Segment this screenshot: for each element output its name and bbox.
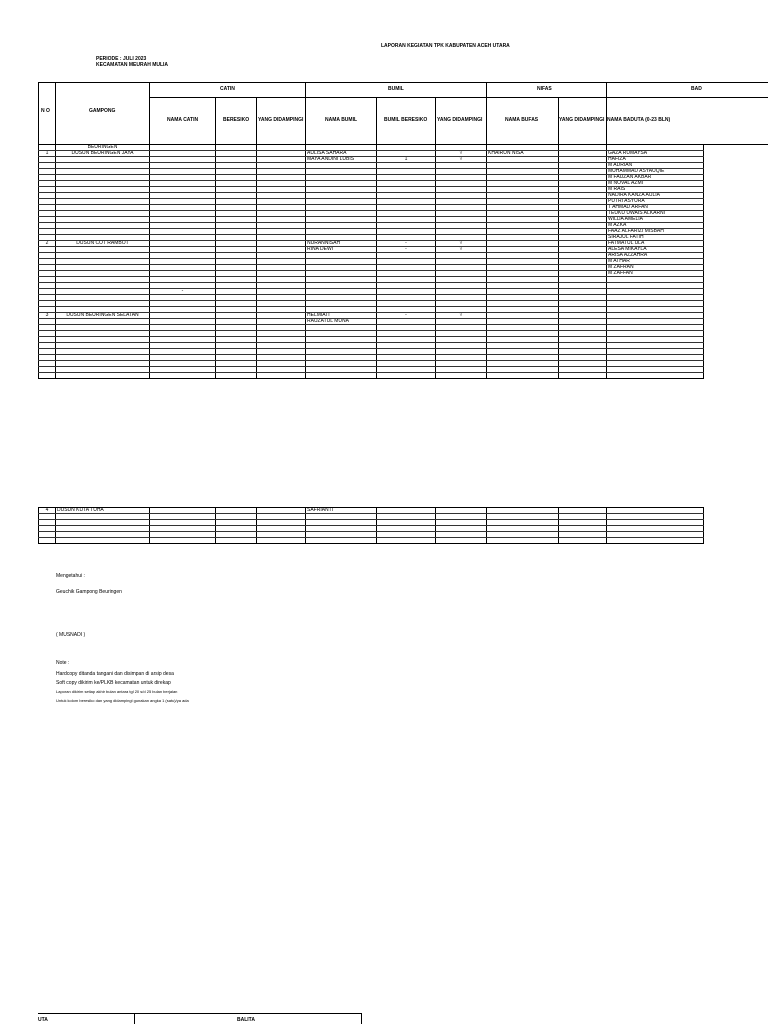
table-cell: MUHAMMAD ASYAUQIE — [607, 169, 704, 175]
table-row — [39, 538, 704, 544]
header-col-line — [435, 97, 436, 145]
table-cell: DUSUN KUTA TUHA — [56, 508, 150, 514]
table-cell — [377, 538, 436, 544]
table-cell — [436, 538, 487, 544]
table-cell — [306, 373, 377, 379]
table-cell: AULISA SAHARA — [306, 151, 377, 157]
table-row — [39, 373, 704, 379]
footer-balita: BALITA — [237, 1017, 255, 1023]
header-group-catin: CATIN — [220, 86, 235, 92]
signature-geuchik: Geuchik Gampong Beuringen — [56, 589, 122, 595]
notes-line-3: Laporan dikirim setiap akhir bulan antara tgl 20 s/d 25 bulan berjalan — [56, 689, 178, 694]
table-cell: - — [377, 247, 436, 253]
report-title: LAPORAN KEGIATAN TPK KABUPATEN ACEH UTARA — [381, 43, 510, 49]
header-yang-didampingi-bumil: YANG DIDAMPINGI — [437, 117, 483, 123]
table-cell — [487, 373, 559, 379]
header-nama-bumil: NAMA BUMIL — [325, 117, 358, 123]
table-cell — [559, 538, 607, 544]
table-cell: NADIRA KANZA AULIA — [607, 193, 704, 199]
header-col-line — [149, 82, 150, 145]
table-cell: 4 — [39, 508, 56, 514]
table-cell: WILDA AMELIA — [607, 217, 704, 223]
table-cell: √ — [436, 151, 487, 157]
table-cell: ARISA AZZAHRA — [607, 253, 704, 259]
table-cell — [306, 538, 377, 544]
table-cell: M ATHAR — [607, 259, 704, 265]
table-cell: M ADRIAN — [607, 163, 704, 169]
signature-mengetahui: Mengetahui : — [56, 573, 85, 579]
table-cell — [607, 538, 704, 544]
footer-col-line — [134, 1013, 135, 1024]
footer-top-line — [38, 1013, 361, 1014]
table-cell — [377, 373, 436, 379]
table-cell: M RAIS — [607, 187, 704, 193]
table-cell: DUSUN COT RAMBOT — [56, 241, 150, 247]
table-cell: HAFIZA — [607, 157, 704, 163]
table-cell — [216, 373, 257, 379]
header-col-line — [256, 97, 257, 145]
table-cell: M ZAFRAN — [607, 265, 704, 271]
report-table-kuta-tuha — [38, 507, 704, 544]
header-no: N O — [41, 108, 50, 114]
notes-label: Note : — [56, 660, 70, 666]
table-cell: - — [377, 241, 436, 247]
header-yang-didampingi-catin: YANG DIDAMPINGI — [258, 117, 304, 123]
table-cell: DUSUN BEURINGEN SELATAN — [56, 313, 150, 319]
header-col-line — [215, 97, 216, 145]
table-cell: √ — [436, 241, 487, 247]
footer-col-line — [361, 1013, 362, 1024]
header-col-line — [376, 97, 377, 145]
notes-line-2: Soft copy dikirim ke/PLKB kecamatan untuk direkap — [56, 680, 171, 686]
table-cell — [257, 373, 306, 379]
table-cell: HELMIATI — [306, 313, 377, 319]
table-cell: M ZAFFAN — [607, 271, 704, 277]
table-cell — [257, 538, 306, 544]
table-cell: 1 — [39, 151, 56, 157]
table-cell: √ — [436, 247, 487, 253]
notes-line-4: Untuk kolom beresiko dan yang didampingi gunakan angka 1 (satu)/ya ada — [56, 698, 189, 703]
footer-uta: UTA — [38, 1017, 48, 1023]
header-col-line — [486, 82, 487, 145]
table-cell: GAZA RUMAYSA — [607, 151, 704, 157]
table-cell: TEUKU UWAIS ALKARNI — [607, 211, 704, 217]
report-table-main — [38, 145, 704, 379]
table-cell: T AHMAD ARFAN — [607, 205, 704, 211]
table-cell — [150, 373, 216, 379]
table-cell: RINA DEWI — [306, 247, 377, 253]
notes-line-1: Hardcopy ditanda tangani dan disimpan di arsip desa — [56, 671, 174, 677]
table-cell — [56, 373, 150, 379]
table-cell: √ — [436, 313, 487, 319]
table-cell — [150, 538, 216, 544]
table-cell: MAYA ANDINI LUBIS — [306, 157, 377, 163]
table-cell: SAFRIANTI — [306, 508, 377, 514]
table-cell — [487, 538, 559, 544]
table-cell — [216, 538, 257, 544]
header-group-nifas: NIFAS — [537, 86, 552, 92]
header-group-baduta: BAD — [691, 86, 702, 92]
table-cell: M NOVAL AZMI — [607, 181, 704, 187]
table-cell: FATMATUL ULA — [607, 241, 704, 247]
header-col-line — [55, 82, 56, 145]
header-nama-baduta: NAMA BADUTA (0-23 BLN) — [607, 117, 671, 123]
table-cell: M FAUZAN AKBAR — [607, 175, 704, 181]
header-yang-didampingi-nifas: YANG DIDAMPINGI — [559, 117, 605, 123]
table-cell: KHAIRUN NISA — [487, 151, 559, 157]
table-cell: - — [150, 289, 216, 295]
table-cell — [39, 538, 56, 544]
table-cell: √ — [436, 157, 487, 163]
table-cell — [39, 373, 56, 379]
table-cell — [607, 373, 704, 379]
table-cell — [56, 538, 150, 544]
table-cell — [559, 373, 607, 379]
report-periode: PERIODE : JULI 2023 — [96, 56, 147, 62]
header-nama-bufas: NAMA BUFAS — [505, 117, 539, 123]
table-cell: BEURINGEN — [56, 145, 150, 151]
table-cell: 1 — [377, 157, 436, 163]
header-nama-catin: NAMA CATIN — [167, 117, 199, 123]
table-cell: 2 — [39, 241, 56, 247]
table-cell: ALESA MIKAYLA — [607, 247, 704, 253]
header-bumil-beresiko: BUMIL BERESIKO — [384, 117, 428, 123]
header-gampong: GAMPONG — [89, 108, 116, 114]
table-cell: M AZKA — [607, 223, 704, 229]
table-cell: DUSUN BEURINGEN JAYA — [56, 151, 150, 157]
header-divider — [149, 97, 768, 98]
table-cell: NURANNISAH — [306, 241, 377, 247]
header-beresiko: BERESIKO — [223, 117, 250, 123]
signature-name: ( MUSNADI ) — [56, 632, 86, 638]
table-cell: FAAZ ALFARIZI MISBAH — [607, 229, 704, 235]
header-group-bumil: BUMIL — [388, 86, 404, 92]
table-cell — [436, 373, 487, 379]
table-cell: PUTRI ASYURA — [607, 199, 704, 205]
table-cell: - — [377, 313, 436, 319]
table-cell: RAUZATUL MUNA — [306, 319, 377, 325]
header-col-line — [305, 82, 306, 145]
table-cell: 3 — [39, 313, 56, 319]
report-kecamatan: KECAMATAN MEURAH MULIA — [96, 62, 169, 68]
table-cell: SIRAJUL FATIH — [607, 235, 704, 241]
header-col-line — [606, 82, 607, 145]
